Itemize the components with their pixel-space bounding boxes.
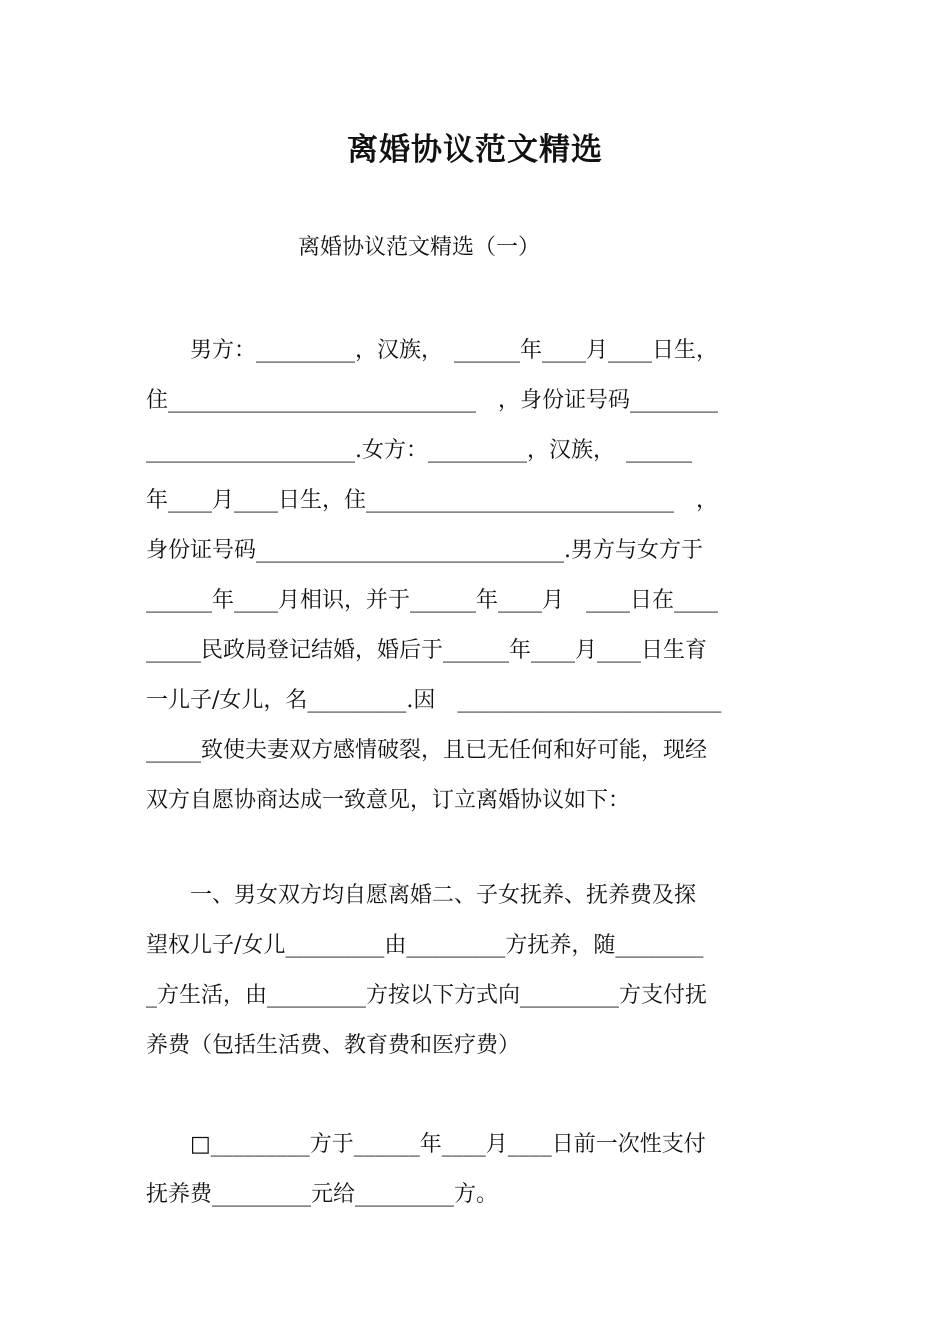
paragraph-custody <box>146 871 816 1071</box>
text-line: 一儿子/女儿，名_________.因 ________________________ <box>146 688 722 713</box>
paragraph-payment <box>146 1120 816 1220</box>
text-line: 养费（包括生活费、教育费和医疗费） <box>146 1033 521 1058</box>
text-line: ______年____月相识，并于______年____月 ____日在____ <box>146 588 719 613</box>
document-title: 离婚协议范文精选 <box>347 132 603 168</box>
text-line: 一、男女双方均自愿离婚二、子女抚养、抚养费及探 <box>146 883 697 908</box>
text-line: _____民政局登记结婚，婚后于______年____月____日生育 <box>146 638 708 663</box>
text-line: 双方自愿协商达成一致意见，订立离婚协议如下： <box>146 788 631 813</box>
text-line: 抚养费_________元给_________方。 <box>146 1182 499 1207</box>
paragraph-parties <box>146 326 816 826</box>
text-line: 年____月____日生，住____________________________ ， <box>146 488 719 513</box>
text-line: ___________________.女方：_________，汉族， ______ <box>146 438 692 463</box>
text-line: 男方：_________，汉族， ______年____月____日生， <box>146 338 719 363</box>
text-line: 身份证号码____________________________.男方与女方于 <box>146 538 703 563</box>
text-line: _____致使夫妻双方感情破裂，且已无任何和好可能，现经 <box>146 738 708 763</box>
text-line: 住____________________________ ，身份证号码________ <box>146 388 719 413</box>
document-subtitle: 离婚协议范文精选（一） <box>298 235 541 260</box>
text-line: 望权儿子/女儿_________由_________方抚养，随________ <box>146 933 704 958</box>
text-line: _方生活，由_________方按以下方式向_________方支付抚 <box>146 983 708 1008</box>
text-line: □_________方于______年____月____日前一次性支付 <box>146 1132 706 1157</box>
